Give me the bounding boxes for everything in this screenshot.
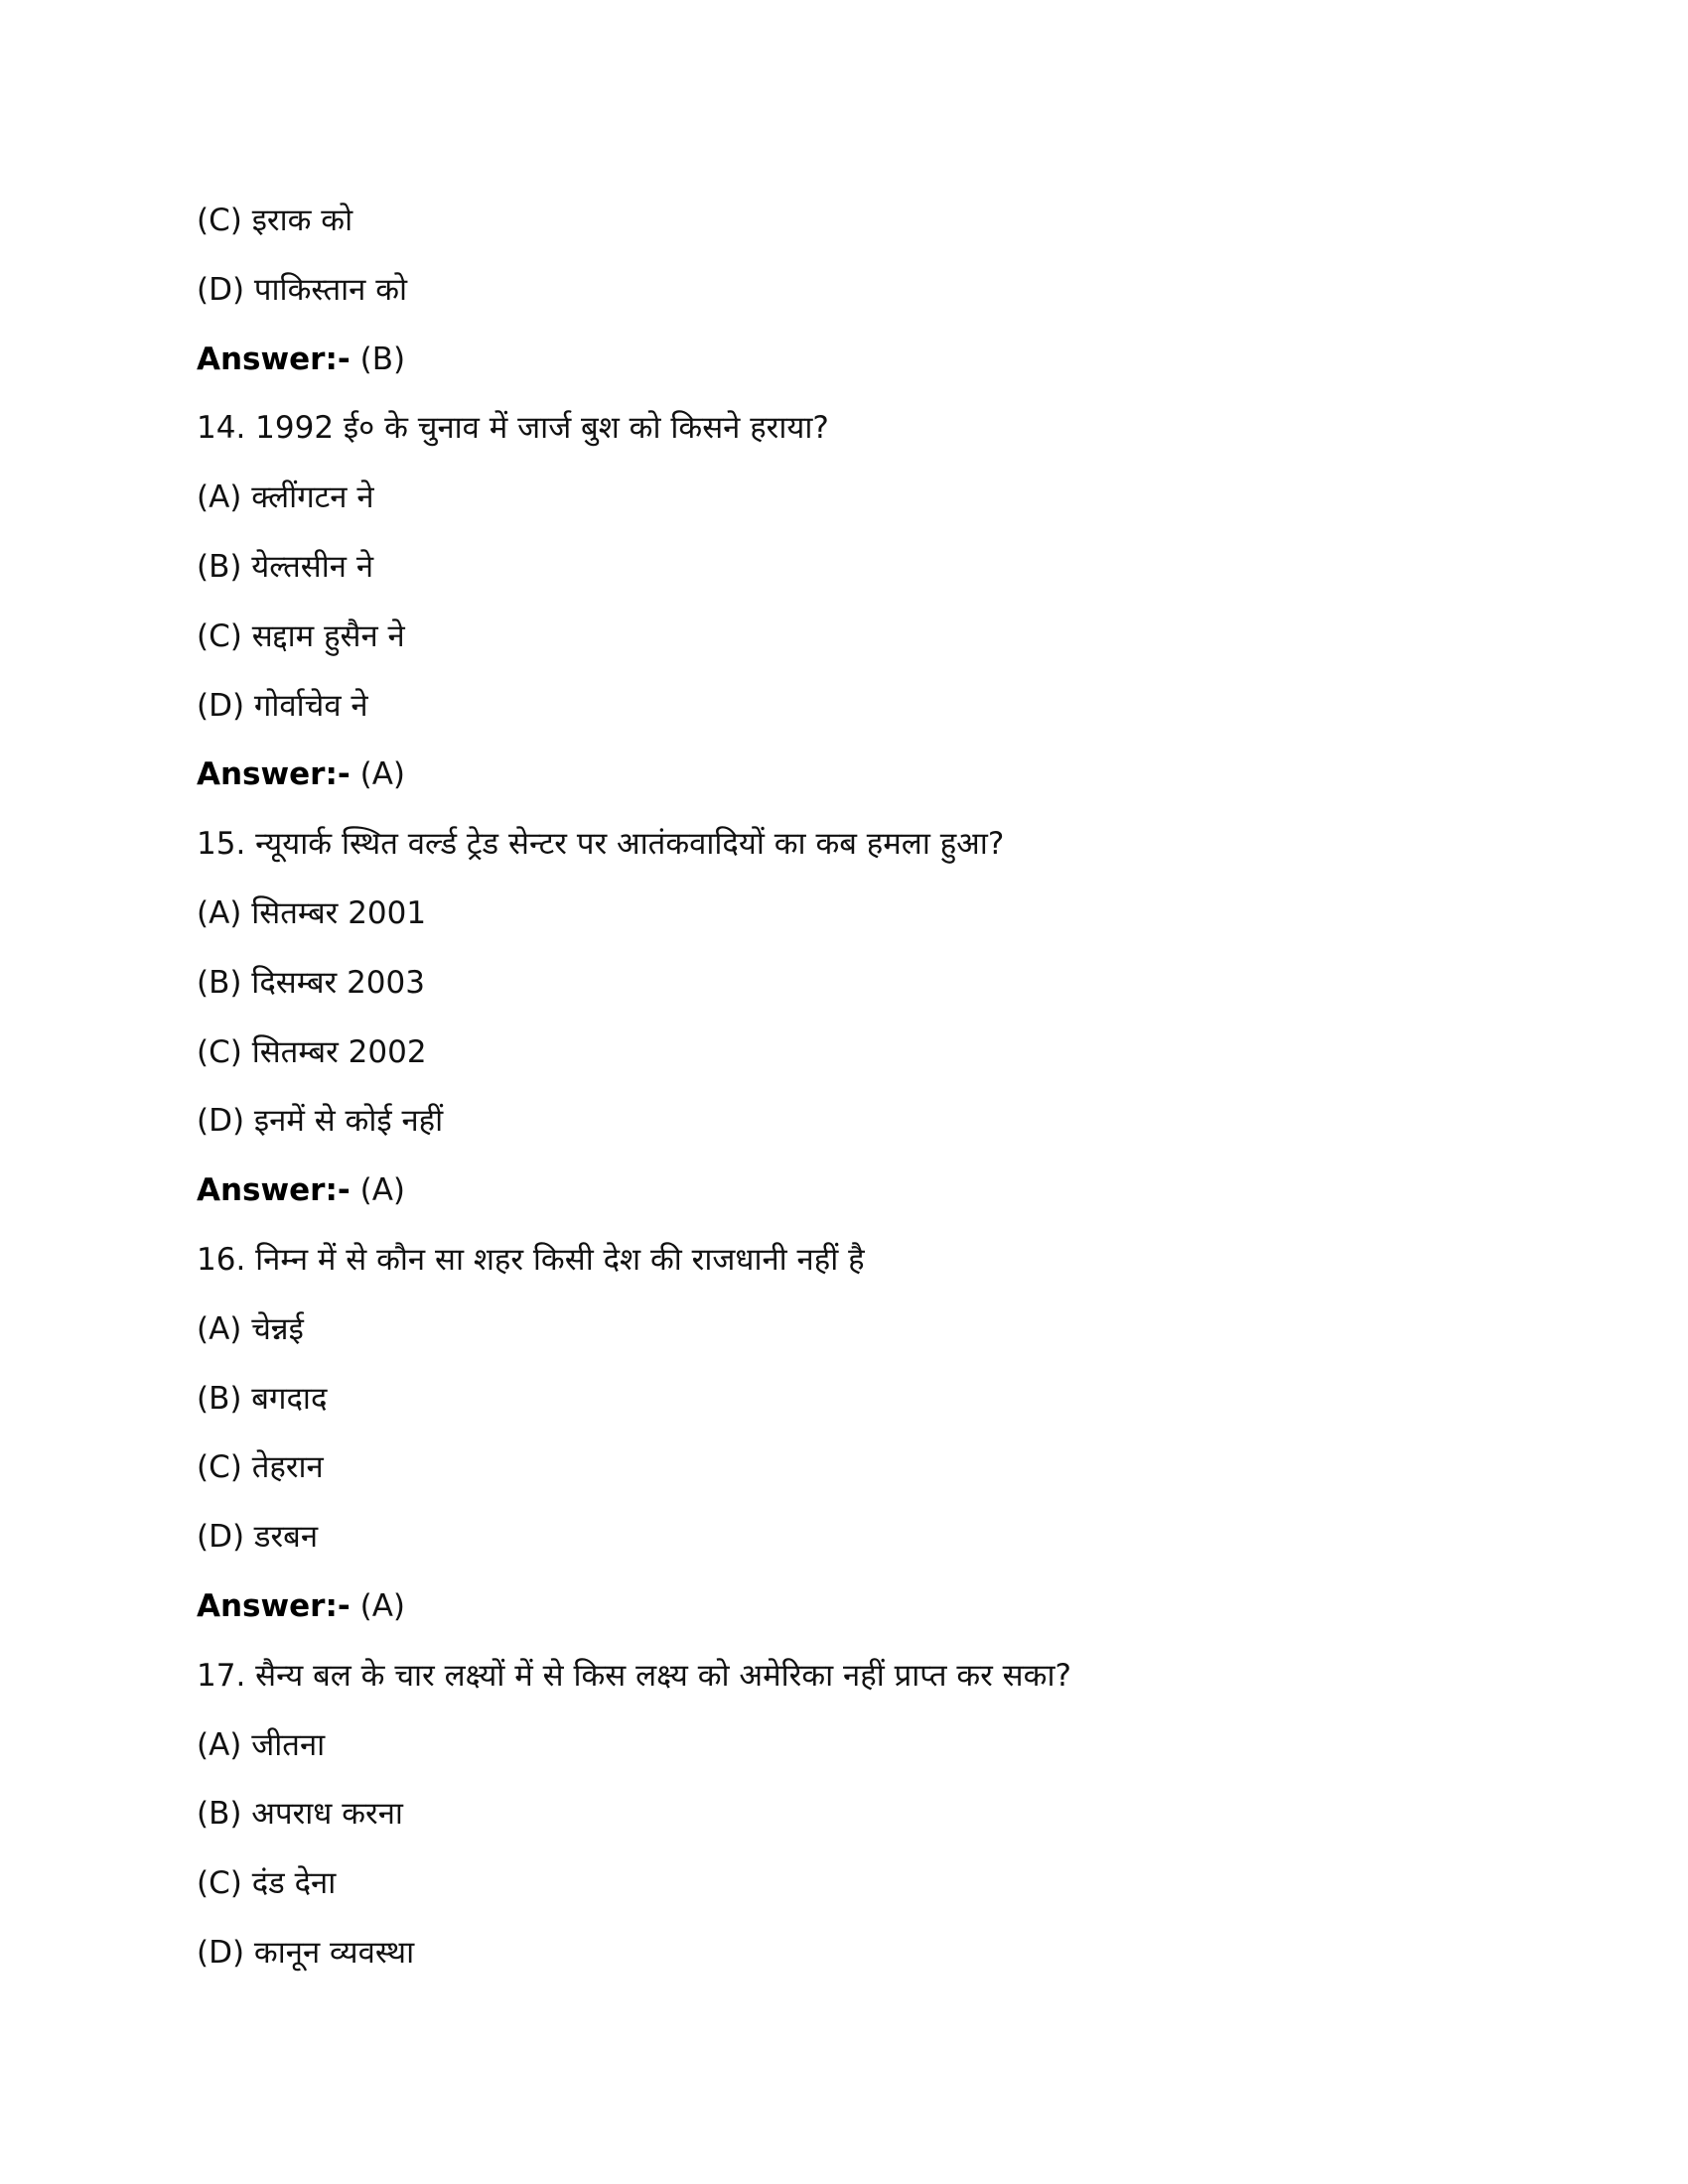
option-c: (C) इराक को — [197, 203, 353, 238]
answer-value: (A) — [359, 756, 405, 793]
question-text: 14. 1992 ई० के चुनाव में जार्ज बुश को किसने हराया? — [197, 410, 829, 447]
answer-line — [197, 747, 1487, 816]
option-c: (C) सद्दाम हुसैन ने — [197, 617, 405, 654]
answer-label: Answer:- — [197, 1172, 351, 1209]
option-c: (C) सितम्बर 2002 — [197, 1033, 427, 1070]
answer-value: (B) — [359, 341, 406, 377]
option-d: (D) पाकिस्तान को — [197, 271, 408, 308]
option-d: (D) इनमें से कोई नहीं — [197, 1103, 444, 1140]
answer-line — [197, 1578, 1487, 1648]
option-b: (B) दिसम्बर 2003 — [197, 964, 425, 1001]
question-text: 15. न्यूयार्क स्थित वर्ल्ड ट्रेड सेन्टर पर आतंकवादियों का कब हमला हुआ? — [197, 826, 1005, 863]
answer-label: Answer:- — [197, 756, 351, 793]
option-d: (D) कानून व्यवस्था — [197, 1934, 415, 1971]
answer-label: Answer:- — [197, 341, 351, 377]
question-list — [197, 193, 1487, 1994]
option-d: (D) डरबन — [197, 1519, 319, 1556]
option-a: (A) चेन्नई — [197, 1310, 304, 1347]
option-a: (A) सितम्बर 2001 — [197, 894, 427, 931]
option-c: (C) दंड देना — [197, 1865, 337, 1902]
option-b: (B) अपराध करना — [197, 1796, 403, 1833]
answer-label: Answer:- — [197, 1587, 351, 1624]
option-d: (D) गोर्वाचेव ने — [197, 687, 368, 724]
option-a: (A) जीतना — [197, 1726, 326, 1763]
answer-value: (A) — [359, 1587, 405, 1624]
answer-line — [197, 1162, 1487, 1232]
option-a: (A) क्लींगटन ने — [197, 479, 374, 516]
option-b: (B) बगदाद — [197, 1380, 328, 1417]
answer-value: (A) — [359, 1172, 405, 1209]
option-c: (C) तेहरान — [197, 1449, 324, 1486]
option-b: (B) येल्तसीन ने — [197, 548, 374, 585]
question-text: 17. सैन्य बल के चार लक्ष्यों में से किस लक्ष्य को अमेरिका नहीं प्राप्त कर सका? — [197, 1657, 1071, 1694]
question-text: 16. निम्न में से कौन सा शहर किसी देश की राजधानी नहीं है — [197, 1241, 865, 1278]
answer-line — [197, 332, 1487, 401]
